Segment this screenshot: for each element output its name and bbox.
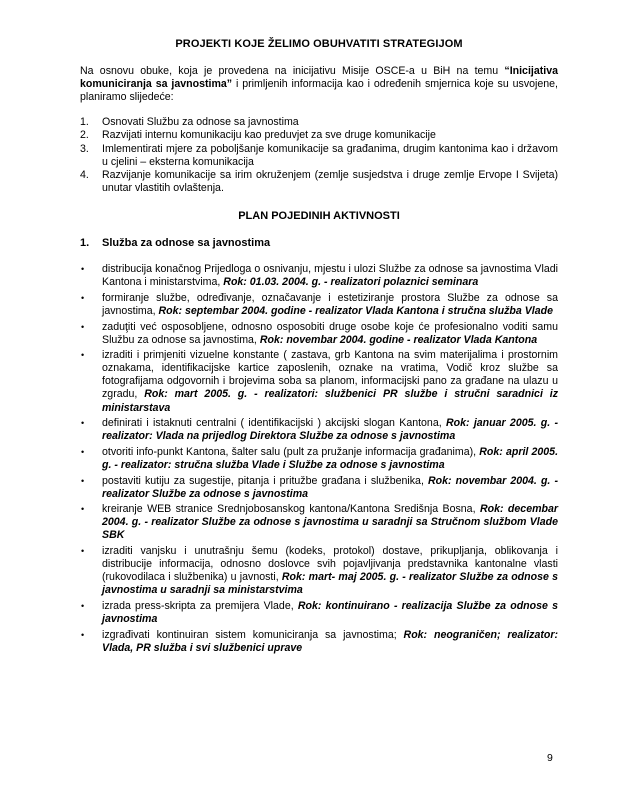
intro-initiative-name: “Inicijativa komuniciranja sa javnostima”: [80, 65, 558, 91]
activity-deadline: Rok: april 2005. g. - realizator: stručna služba Vlade i Službe za odnose s javnostima: [102, 445, 559, 471]
document-page: [80, 38, 558, 657]
objective-text: Razvijanje komunikacije sa irim okruženjem (zemlje susjedstva i druge zemlje Ervope I Svijeta) unutar vlastitih ovlaštenja.: [102, 168, 558, 194]
activity-deadline: Rok: kontinuirano - realizacija Službe za odnose s javnostima: [102, 599, 558, 625]
activity-text: distribucija konačnog Prijedloga o osnivanju, mjestu i ulozi Službe za odnose sa javnostima Vladi Kantona i ministarstvima,: [102, 263, 558, 289]
objective-text: Osnovati Službu za odnose sa javnostima: [102, 116, 299, 129]
objective-text: Imlementirati mjere za poboljšanje komunikacije sa građanima, drugim kantonima kao i državom u cjelini – eksterna komunikacija: [102, 142, 558, 168]
activity-text: definirati i istaknuti centralni ( identifikacijski ) akcijski slogan Kantona,: [102, 417, 446, 430]
activity-text: izraditi vanjsku i unutrašnju šemu (kodeks, protokol) dostave, prikupljanja, oblikovanja i distribucije informacija, odnosno doslovce svih pojavljivanja predstavnika kantonalne vlasti (rukovodilaca i službenika) u javnosti,: [102, 545, 558, 584]
activity-item: [80, 629, 558, 655]
activity-deadline: Rok: neograničen; realizator: Vlada, PR služba i svi službenici uprave: [102, 628, 558, 654]
bullet-icon: •: [81, 446, 85, 457]
activity-deadline: Rok: 01.03. 2004. g. - realizatori polaznici seminara: [223, 276, 479, 289]
activity-deadline: Rok: decembar 2004. g. - realizator Službe za odnose s javnostima u saradnji sa Stručnom službom Vlade SBK: [102, 503, 558, 542]
bullet-icon: •: [81, 546, 85, 556]
activity-item: [80, 446, 558, 472]
section-number: 1.: [80, 237, 90, 250]
bullet-icon: •: [81, 600, 85, 611]
objective-item: [80, 116, 558, 129]
activity-text: formiranje službe, određivanje, označavanje i estetiziranje prostora Službe za odnose sa javnostima,: [102, 291, 558, 317]
activity-text: otvoriti info-punkt Kantona, šalter salu (pult za pružanje informacija građanima),: [102, 445, 480, 458]
section-heading: [80, 237, 558, 250]
activity-text: izraditi i primjeniti vizuelne konstante ( zastava, grb Kantona na svim materijalima i prostornim oznakama, identifikacijske kartice zaposlenih, oznake na vratima, Vodič kroz službe sa fotografijama odgovornih i brojevima soba sa planom, informacijski pano za građane na ulazu u zgradu,: [102, 349, 558, 401]
activities-list: [80, 263, 558, 655]
objective-number: 4.: [80, 168, 89, 181]
activity-item: [80, 321, 558, 347]
bullet-icon: •: [81, 321, 85, 332]
activity-item: [80, 503, 558, 542]
section-title: Služba za odnose sa javnostima: [102, 237, 271, 250]
page-number: 9: [547, 752, 553, 764]
activity-text: postaviti kutiju za sugestije, pitanja i pritužbe građana i službenika,: [102, 474, 428, 487]
activity-item: [80, 417, 558, 443]
objective-text: Razvijati internu komunikaciju kao preduvjet za sve druge komunikacije: [102, 129, 436, 142]
activity-item: [80, 349, 558, 414]
activity-item: [80, 475, 558, 501]
activity-text: zaduţiti već osposobljene, odnosno osposobiti druge osobe koje će profesionalno voditi samu Službu za odnose sa javnostima,: [102, 320, 558, 346]
objectives-list: [80, 116, 558, 195]
bullet-icon: •: [81, 475, 85, 486]
bullet-icon: •: [81, 350, 85, 361]
bullet-icon: •: [81, 418, 85, 429]
activity-deadline: Rok: novembar 2004. g. - realizator Službe za odnose s javnostima: [102, 474, 558, 500]
objective-number: 2.: [80, 129, 89, 142]
plan-heading: PLAN POJEDINIH AKTIVNOSTI: [238, 209, 400, 222]
activity-deadline: Rok: novembar 2004. godine - realizator Vlada Kantona: [259, 333, 538, 346]
activity-deadline: Rok: januar 2005. g. - realizator: Vlada na prijedlog Direktora Službe za odnose s javnostima: [102, 417, 559, 443]
objective-item: [80, 169, 558, 195]
intro-text-2: i primljenih informacija kao i određenih smjernica koje su usvojene, planiramo slijedeće:: [80, 78, 558, 104]
activity-text: izrada press-skripta za premijera Vlade,: [102, 599, 298, 612]
bullet-icon: •: [81, 504, 85, 515]
objective-number: 1.: [80, 116, 89, 129]
activity-deadline: Rok: septembar 2004. godine - realizator Vlada Kantona i stručna služba Vlade: [158, 304, 553, 317]
activity-item: [80, 545, 558, 597]
intro-paragraph: [80, 65, 558, 104]
activity-item: [80, 292, 558, 318]
activity-text: kreiranje WEB stranice Srednjobosanskog kantona/Kantona Središnja Bosna,: [102, 503, 480, 516]
bullet-icon: •: [81, 629, 85, 640]
activity-deadline: Rok: mart 2005. g. - realizatori: službenici PR službe i stručni saradnici iz ministarstava: [102, 388, 558, 414]
bullet-icon: •: [81, 292, 85, 303]
intro-text-1: Na osnovu obuke, koja je provedena na inicijativu Misije OSCE-a u BiH na temu: [80, 65, 505, 78]
activity-text: izgrađivati kontinuiran sistem komuniciranja sa javnostima;: [102, 628, 404, 641]
objective-item: [80, 143, 558, 169]
page-title: PROJEKTI KOJE ŽELIMO OBUHVATITI STRATEGIJOM: [175, 38, 463, 50]
objective-number: 3.: [80, 142, 89, 155]
activity-item: [80, 600, 558, 626]
activity-deadline: Rok: mart- maj 2005. g. - realizator Službe za odnose s javnostima u saradnji sa ministarstvima: [102, 571, 558, 597]
objective-item: [80, 129, 558, 142]
activity-item: [80, 263, 558, 289]
bullet-icon: •: [81, 264, 85, 275]
